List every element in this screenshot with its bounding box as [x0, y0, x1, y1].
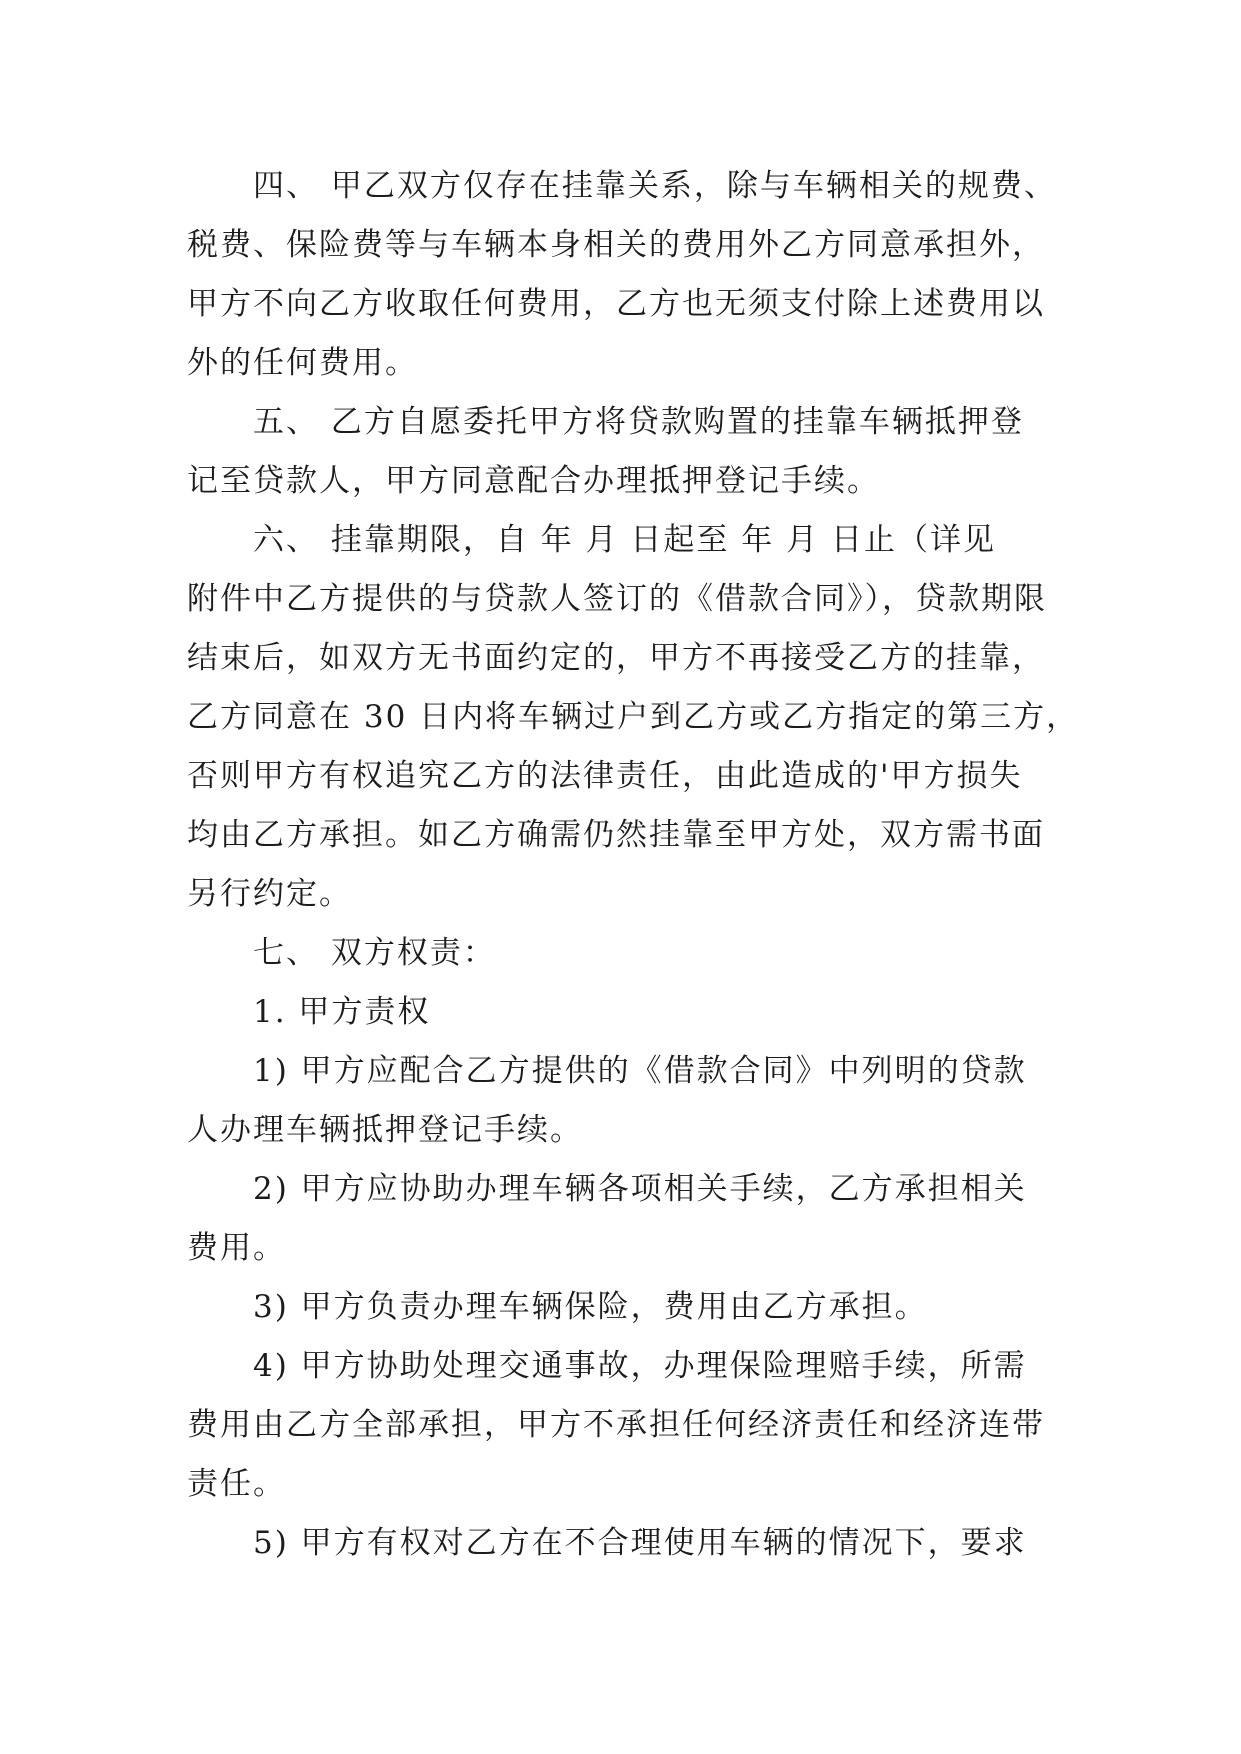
text-line: 1) 甲方应配合乙方提供的《借款合同》中列明的贷款 — [253, 1053, 1027, 1089]
paragraph — [187, 983, 1057, 1042]
paragraph — [187, 511, 1080, 924]
paragraph — [187, 1278, 1057, 1337]
text-line: 1. 甲方责权 — [253, 994, 431, 1030]
text-line: 2) 甲方应协助办理车辆各项相关手续，乙方承担相关 — [253, 1171, 1027, 1207]
text-line: 五、 乙方自愿委托甲方将贷款购置的挂靠车辆抵押登 — [253, 404, 1024, 440]
text-line: 乙方同意在 30 日内将车辆过户到乙方或乙方指定的第三方， — [187, 699, 1080, 735]
text-line: 均由乙方承担。如乙方确需仍然挂靠至甲方处，双方需书面 — [187, 817, 1045, 853]
paragraph — [187, 1337, 1057, 1514]
text-line: 人办理车辆抵押登记手续。 — [187, 1112, 583, 1148]
text-line: 甲方不向乙方收取任何费用，乙方也无须支付除上述费用以 — [187, 286, 1045, 322]
paragraph — [187, 1042, 1057, 1160]
paragraph — [187, 1514, 1057, 1573]
text-line: 附件中乙方提供的与贷款人签订的《借款合同》），贷款期限 — [187, 581, 1047, 617]
text-line: 税费、保险费等与车辆本身相关的费用外乙方同意承担外， — [187, 227, 1045, 263]
text-line: 四、 甲乙双方仅存在挂靠关系，除与车辆相关的规费、 — [253, 168, 1057, 204]
paragraph — [187, 157, 1057, 393]
text-line: 费用。 — [187, 1230, 286, 1266]
text-line: 另行约定。 — [187, 876, 352, 912]
text-line: 4) 甲方协助处理交通事故，办理保险理赔手续，所需 — [253, 1348, 1027, 1384]
text-line: 否则甲方有权追究乙方的法律责任，由此造成的'甲方损失 — [187, 758, 1023, 794]
text-line: 3) 甲方负责办理车辆保险，费用由乙方承担。 — [253, 1289, 928, 1325]
text-line: 记至贷款人，甲方同意配合办理抵押登记手续。 — [187, 463, 880, 499]
text-line: 费用由乙方全部承担，甲方不承担任何经济责任和经济连带 — [187, 1407, 1045, 1443]
paragraph — [187, 1160, 1057, 1278]
text-line: 外的任何费用。 — [187, 345, 418, 381]
text-line: 5) 甲方有权对乙方在不合理使用车辆的情况下，要求 — [253, 1525, 1027, 1561]
paragraph — [187, 393, 1057, 511]
document-body — [187, 157, 1080, 1573]
text-line: 责任。 — [187, 1466, 286, 1502]
paragraph — [187, 924, 1057, 983]
text-line: 七、 双方权责： — [253, 935, 496, 971]
text-line: 结束后，如双方无书面约定的，甲方不再接受乙方的挂靠， — [187, 640, 1045, 676]
text-line: 六、 挂靠期限，自 年 月 日起至 年 月 日止（详见 — [253, 522, 996, 558]
